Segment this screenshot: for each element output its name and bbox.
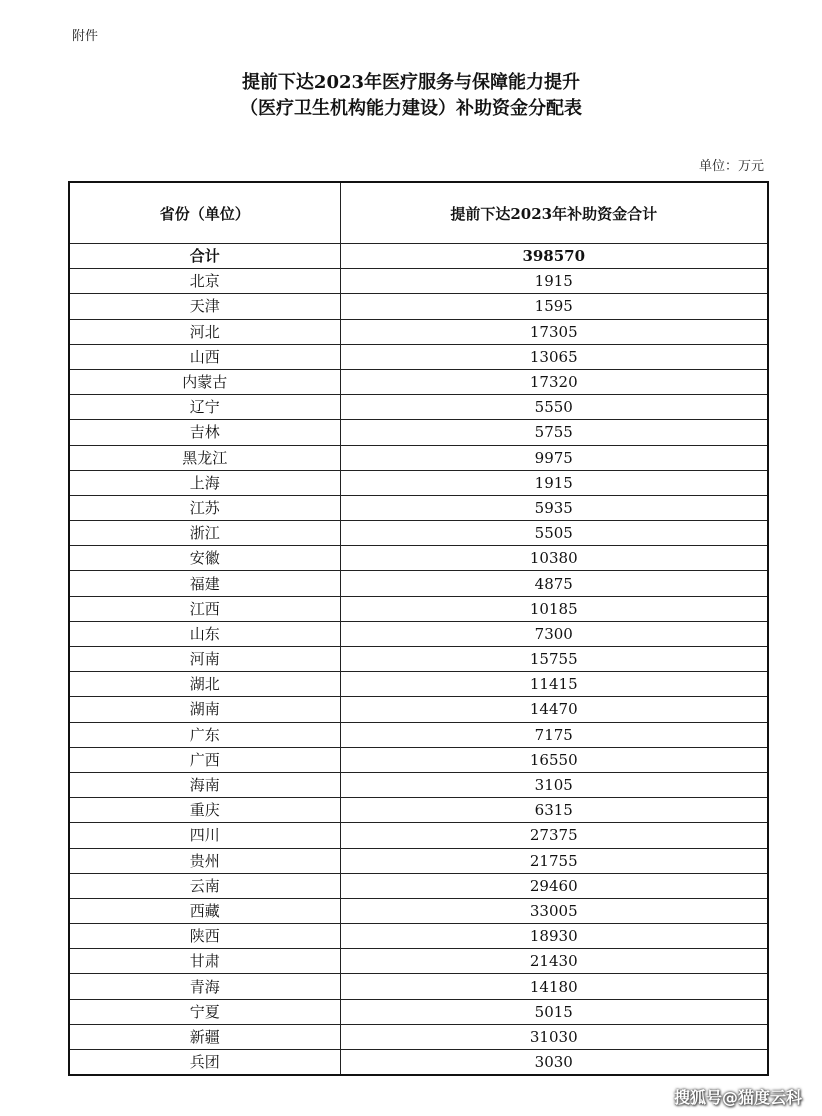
amount-cell: 29460 <box>340 873 768 898</box>
table-row <box>69 722 768 747</box>
table-row <box>69 647 768 672</box>
amount-cell: 5550 <box>340 395 768 420</box>
table-row <box>69 521 768 546</box>
province-cell: 山东 <box>69 621 340 646</box>
table-total-row <box>69 244 768 269</box>
amount-cell: 18930 <box>340 924 768 949</box>
table-row <box>69 621 768 646</box>
amount-cell: 4875 <box>340 571 768 596</box>
table-row <box>69 344 768 369</box>
province-cell: 甘肃 <box>69 949 340 974</box>
amount-cell: 1915 <box>340 470 768 495</box>
amount-cell: 5755 <box>340 420 768 445</box>
amount-cell: 5505 <box>340 521 768 546</box>
table-row <box>69 269 768 294</box>
table-row <box>69 1024 768 1049</box>
table-header-row <box>69 182 768 244</box>
amount-cell: 27375 <box>340 823 768 848</box>
province-cell: 青海 <box>69 974 340 999</box>
province-cell: 吉林 <box>69 420 340 445</box>
province-cell: 浙江 <box>69 521 340 546</box>
document-title-line1: 提前下达2023年医疗服务与保障能力提升 <box>241 72 581 93</box>
province-cell: 兵团 <box>69 1050 340 1076</box>
table-row <box>69 420 768 445</box>
province-cell: 新疆 <box>69 1024 340 1049</box>
province-cell: 湖南 <box>69 697 340 722</box>
table-row <box>69 747 768 772</box>
province-cell: 北京 <box>69 269 340 294</box>
table-row <box>69 596 768 621</box>
province-cell: 云南 <box>69 873 340 898</box>
table-row <box>69 848 768 873</box>
amount-cell: 10185 <box>340 596 768 621</box>
province-cell: 河北 <box>69 319 340 344</box>
province-cell: 天津 <box>69 294 340 319</box>
unit-label: 单位：万元 <box>698 159 764 174</box>
amount-cell: 21430 <box>340 949 768 974</box>
amount-cell: 16550 <box>340 747 768 772</box>
table-row <box>69 495 768 520</box>
amount-cell: 1595 <box>340 294 768 319</box>
amount-cell: 5015 <box>340 999 768 1024</box>
table-row <box>69 772 768 797</box>
document-title-line2: （医疗卫生机构能力建设）补助资金分配表 <box>240 98 582 119</box>
amount-cell: 7175 <box>340 722 768 747</box>
table-row <box>69 571 768 596</box>
province-cell: 贵州 <box>69 848 340 873</box>
amount-cell: 3105 <box>340 772 768 797</box>
amount-cell: 17320 <box>340 369 768 394</box>
amount-cell: 7300 <box>340 621 768 646</box>
amount-cell: 13065 <box>340 344 768 369</box>
province-cell: 广东 <box>69 722 340 747</box>
amount-cell: 1915 <box>340 269 768 294</box>
table-row <box>69 672 768 697</box>
table-row <box>69 470 768 495</box>
province-cell: 海南 <box>69 772 340 797</box>
amount-cell: 6315 <box>340 798 768 823</box>
province-cell: 广西 <box>69 747 340 772</box>
amount-cell: 17305 <box>340 319 768 344</box>
province-cell: 陕西 <box>69 924 340 949</box>
table-row <box>69 294 768 319</box>
amount-cell: 14180 <box>340 974 768 999</box>
amount-cell: 21755 <box>340 848 768 873</box>
allocation-table <box>68 181 769 1076</box>
amount-cell: 14470 <box>340 697 768 722</box>
table-row <box>69 369 768 394</box>
table-row <box>69 697 768 722</box>
province-cell: 山西 <box>69 344 340 369</box>
attachment-label: 附件 <box>72 29 99 44</box>
table-row <box>69 924 768 949</box>
province-cell: 江西 <box>69 596 340 621</box>
province-cell: 西藏 <box>69 898 340 923</box>
table-row <box>69 873 768 898</box>
header-province: 省份（单位） <box>69 182 340 244</box>
amount-cell: 3030 <box>340 1050 768 1076</box>
province-cell: 湖北 <box>69 672 340 697</box>
amount-cell: 9975 <box>340 445 768 470</box>
watermark: 搜狐号@猫度云科 <box>673 1088 802 1107</box>
province-cell: 安徽 <box>69 546 340 571</box>
table-row <box>69 445 768 470</box>
amount-cell: 31030 <box>340 1024 768 1049</box>
province-cell: 内蒙古 <box>69 369 340 394</box>
province-cell: 四川 <box>69 823 340 848</box>
table-row <box>69 974 768 999</box>
amount-cell: 15755 <box>340 647 768 672</box>
table-row <box>69 395 768 420</box>
province-cell: 福建 <box>69 571 340 596</box>
amount-cell: 5935 <box>340 495 768 520</box>
allocation-table-container <box>68 181 767 1076</box>
province-cell: 黑龙江 <box>69 445 340 470</box>
province-cell: 上海 <box>69 470 340 495</box>
table-row <box>69 546 768 571</box>
total-value: 398570 <box>340 244 768 269</box>
amount-cell: 11415 <box>340 672 768 697</box>
table-row <box>69 1050 768 1076</box>
province-cell: 辽宁 <box>69 395 340 420</box>
province-cell: 河南 <box>69 647 340 672</box>
table-row <box>69 823 768 848</box>
table-row <box>69 949 768 974</box>
table-row <box>69 999 768 1024</box>
amount-cell: 10380 <box>340 546 768 571</box>
province-cell: 江苏 <box>69 495 340 520</box>
table-row <box>69 319 768 344</box>
province-cell: 宁夏 <box>69 999 340 1024</box>
total-label: 合计 <box>69 244 340 269</box>
amount-cell: 33005 <box>340 898 768 923</box>
table-row <box>69 798 768 823</box>
province-cell: 重庆 <box>69 798 340 823</box>
header-amount: 提前下达2023年补助资金合计 <box>340 182 768 244</box>
table-row <box>69 898 768 923</box>
